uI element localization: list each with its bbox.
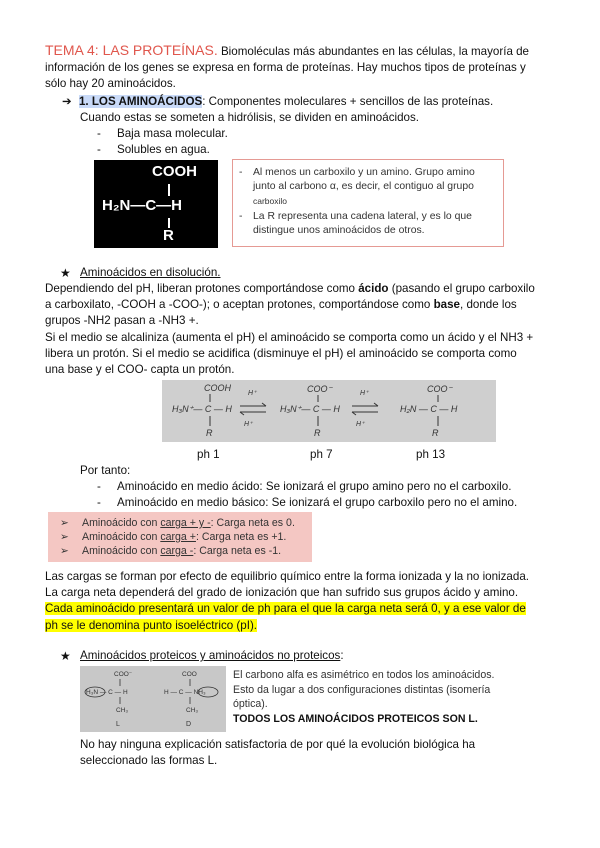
isomer-drawing bbox=[80, 666, 226, 732]
arrow-icon: ➔ bbox=[62, 95, 72, 108]
svg-text:H₂N — C — H: H₂N — C — H bbox=[400, 404, 458, 414]
ph-label: ph 7 bbox=[310, 448, 333, 461]
svg-text:H⁺: H⁺ bbox=[360, 390, 369, 397]
svg-text:COO: COO bbox=[182, 671, 197, 678]
charge-row: ➢ Aminoácido con carga +: Carga neta es +1. bbox=[60, 531, 287, 543]
svg-text:H₃N — C — H: H₃N — C — H bbox=[86, 689, 128, 696]
svg-text:CH₃: CH₃ bbox=[186, 707, 199, 714]
highlighted-text: ph se le denomina punto isoeléctrico (pI). bbox=[45, 618, 258, 632]
svg-text:R: R bbox=[314, 428, 321, 438]
proteic-paragraph: No hay ninguna explicación satisfactoria de por qué la evolución biológica ha seleccionado las formas L. bbox=[80, 738, 476, 768]
ph-label: ph 13 bbox=[416, 448, 446, 461]
svg-text:H₃N⁺— C — H: H₃N⁺— C — H bbox=[172, 404, 232, 414]
star-bullet-icon: ★ bbox=[60, 266, 71, 280]
svg-text:COOH: COOH bbox=[204, 383, 231, 393]
note-line: junto al carbono α, es decir, el contiguo al grupo bbox=[253, 181, 474, 192]
intro-line-3: sólo hay 20 aminoácidos. bbox=[45, 77, 176, 91]
page-title: TEMA 4: LAS PROTEÍNAS. bbox=[45, 42, 218, 58]
intro-line-1: Biomoléculas más abundantes en las células, la mayoría de bbox=[220, 45, 530, 58]
charge-row: ➢ Aminoácido con carga -: Carga neta es -1. bbox=[60, 545, 282, 557]
h2n-label: H₂N—C—H bbox=[102, 197, 182, 214]
svg-text:H₃N⁺— C — H: H₃N⁺— C — H bbox=[280, 404, 340, 414]
section1-heading bbox=[62, 94, 493, 110]
charge-box bbox=[48, 512, 312, 562]
svg-text:COO⁻: COO⁻ bbox=[114, 671, 133, 678]
note-line: La R representa una cadena lateral, y es lo que bbox=[253, 211, 472, 222]
ph-equilibrium-image bbox=[162, 380, 496, 442]
amino-acid-structure-image bbox=[94, 160, 218, 248]
highlighted-text: Cada aminoácido presentará un valor de ph para el que la carga neta será 0, y a ese valor de bbox=[45, 602, 526, 616]
svg-text:COO⁻: COO⁻ bbox=[307, 384, 333, 394]
cooh-label: COOH bbox=[152, 163, 197, 180]
dissolution-title: Aminoácidos en disolución. bbox=[80, 266, 221, 279]
isomer-notes: El carbono alfa es asimétrico en todos los aminoácidos. Esto da lugar a dos configuraciones distintas (isomería óptica). TODOS LOS AMINOÁCIDOS PROTEICOS SON L. bbox=[233, 669, 495, 725]
svg-text:H⁺: H⁺ bbox=[244, 421, 253, 428]
equilibrium-paragraph: Las cargas se forman por efecto de equilibrio químico entre la forma ionizada y la no ionizada. La carga neta dependerá del grado de ionización que han sufrido sus grupos ácido y amino. Cada aminoácido presentará un valor de ph para el que la carga neta será 0, y a ese valor de ph se le denomina punto isoeléctrico (pI). bbox=[45, 570, 529, 632]
ph-equilibrium-drawing bbox=[162, 380, 496, 442]
lt-d-isomer-image bbox=[80, 666, 226, 732]
svg-text:CH₃: CH₃ bbox=[116, 707, 129, 714]
note-line: distingue unos aminoácidos de otros. bbox=[253, 225, 425, 236]
r-label: R bbox=[163, 227, 174, 244]
isomer-label: L bbox=[116, 721, 120, 728]
star-bullet-icon: ★ bbox=[60, 649, 71, 663]
note-line: carboxilo bbox=[253, 196, 288, 206]
section1-label: 1. LOS AMINOÁCIDOS bbox=[78, 95, 203, 108]
ph-label: ph 1 bbox=[197, 448, 220, 461]
svg-text:R: R bbox=[206, 428, 213, 438]
section1-text-1: : Componentes moleculares + sencillos de las proteínas. bbox=[202, 95, 494, 108]
isomer-label: D bbox=[186, 721, 192, 728]
svg-text:R: R bbox=[432, 428, 439, 438]
note-box: - Al menos un carboxilo y un amino. Grupo amino junto al carbono α, es decir, el contiguo al grupo carboxilo - La R representa una cadena lateral, y es lo que distingue unos aminoácidos de otros. bbox=[232, 159, 504, 247]
svg-text:H⁺: H⁺ bbox=[248, 390, 257, 397]
svg-text:COO⁻: COO⁻ bbox=[427, 384, 453, 394]
dissolution-paragraph-1: Dependiendo del pH, liberan protones comportándose como ácido (pasando el grupo carboxilo a carboxilato, -COOH a -COO-); o aceptan protones, comportándose como base, donde los grupos -NH2 pasan a -NH3 +. Si el medio se alcaliniza (aumenta el pH) el aminoácido se comporta como un ácido y el NH3 + libera un protón. Si el medio se acidifica (disminuye el pH) el aminoácido se comporta como una base y el COO- capta un protón. bbox=[45, 282, 535, 377]
charge-row: ➢ Aminoácido con carga + y -: Carga neta es 0. bbox=[60, 517, 295, 529]
therefore-label: Por tanto: bbox=[80, 464, 131, 477]
intro-line-2: información de los genes se expresa en forma de proteínas. Hay muchos tipos de proteínas y bbox=[45, 61, 526, 75]
svg-text:H — C — NH₃: H — C — NH₃ bbox=[164, 689, 206, 696]
intro-paragraph bbox=[45, 42, 565, 93]
proteic-title: Aminoácidos proteicos y aminoácidos no proteicos: bbox=[80, 649, 344, 662]
svg-text:H⁺: H⁺ bbox=[356, 421, 365, 428]
section1-text-2: Cuando estas se someten a hidrólisis, se dividen en aminoácidos. bbox=[80, 111, 419, 124]
note-line: Al menos un carboxilo y un amino. Grupo amino bbox=[253, 167, 475, 178]
